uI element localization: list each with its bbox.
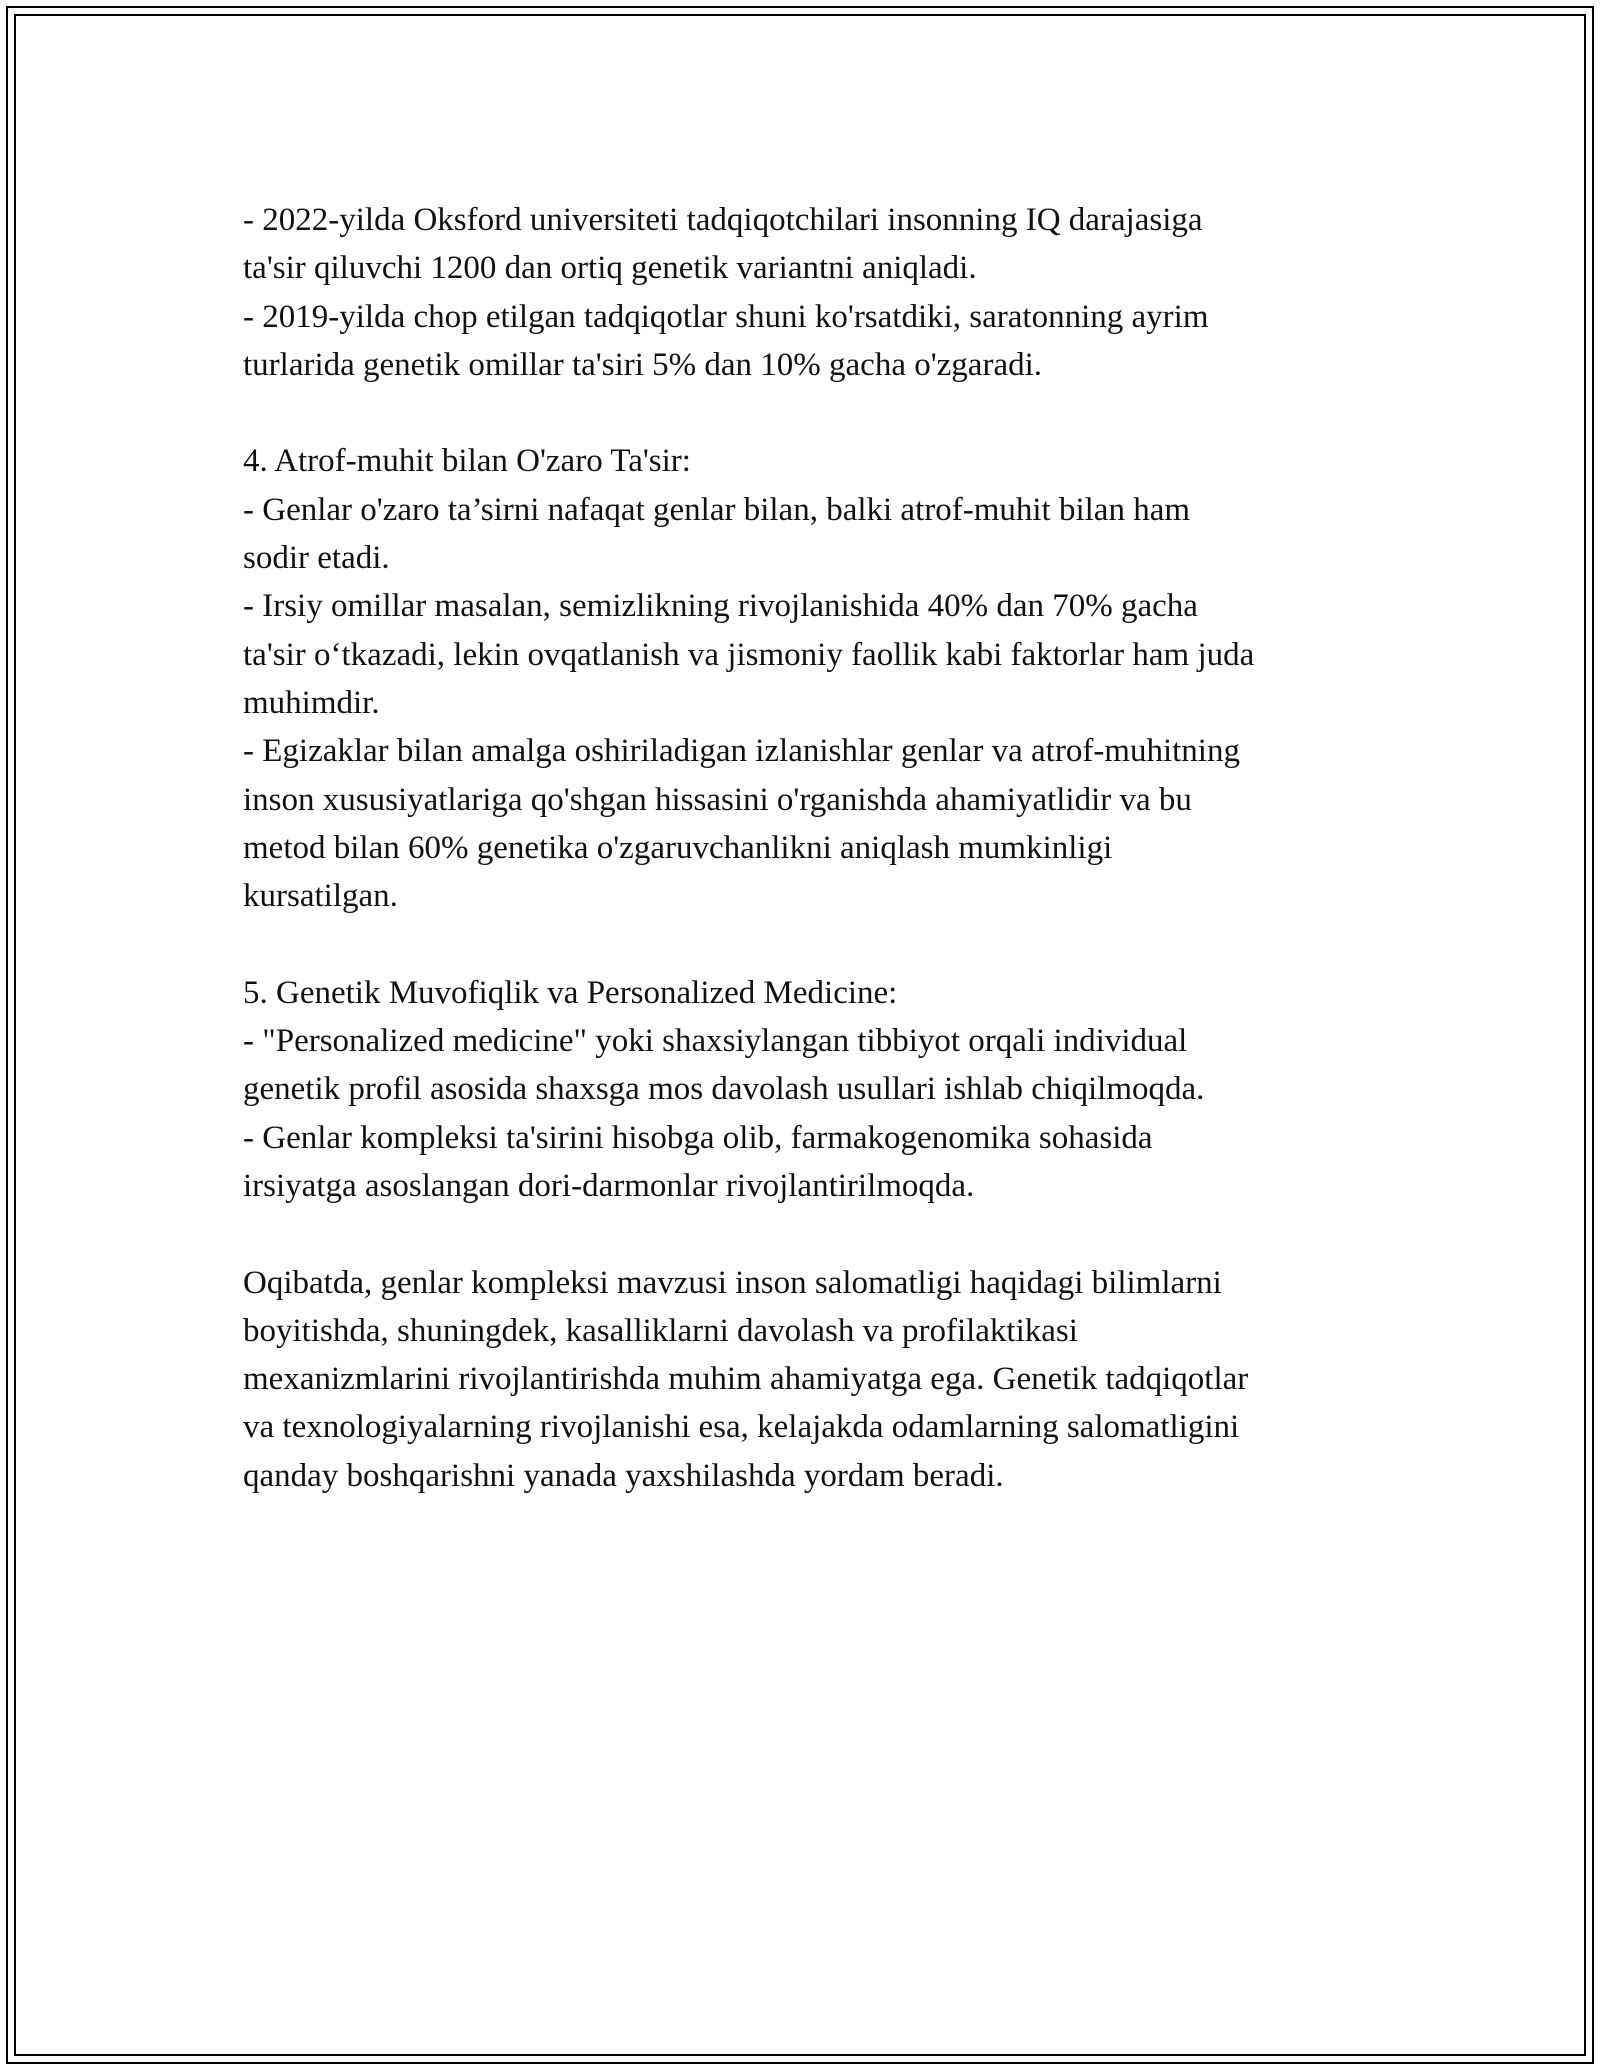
text-line: sodir etadi.	[243, 540, 390, 577]
text-line: metod bilan 60% genetika o'zgaruvchanlikni aniqlash mumkinligi	[243, 829, 1113, 866]
paragraph-conclusion	[243, 1259, 1373, 1500]
paragraph-research-findings	[243, 196, 1373, 389]
section-heading: 4. Atrof-muhit bilan O'zaro Ta'sir:	[243, 443, 691, 480]
text-line: - Egizaklar bilan amalga oshiriladigan izlanishlar genlar va atrof-muhitning	[243, 733, 1240, 770]
text-line: - Genlar o'zaro ta’sirni nafaqat genlar bilan, balki atrof-muhit bilan ham	[243, 491, 1191, 528]
text-line: irsiyatga asoslangan dori-darmonlar rivojlantirilmoqda.	[243, 1167, 975, 1204]
text-line: mexanizmlarini rivojlantirishda muhim ahamiyatga ega. Genetik tadqiqotlar	[243, 1361, 1249, 1398]
text-line: qanday boshqarishni yanada yaxshilashda yordam beradi.	[243, 1457, 1004, 1494]
text-line: inson xususiyatlariga qo'shgan hissasini o'rganishda ahamiyatlidir va bu	[243, 781, 1192, 818]
text-line: - 2022-yilda Oksford universiteti tadqiqotchilari insonning IQ darajasiga	[243, 202, 1203, 238]
text-line: Oqibatda, genlar kompleksi mavzusi inson salomatligi haqidagi bilimlarni	[243, 1264, 1222, 1301]
text-line: - 2019-yilda chop etilgan tadqiqotlar shuni ko'rsatdiki, saratonning ayrim	[243, 298, 1209, 335]
paragraph-spacer	[243, 389, 1373, 437]
text-line: ta'sir qiluvchi 1200 dan ortiq genetik variantni aniqladi.	[243, 250, 977, 287]
section-environment-interaction	[243, 437, 1373, 920]
text-line: va texnologiyalarning rivojlanishi esa, kelajakda odamlarning salomatligini	[243, 1409, 1240, 1446]
text-line: turlarida genetik omillar ta'siri 5% dan 10% gacha o'zgaradi.	[243, 346, 1043, 383]
text-line: boyitishda, shuningdek, kasalliklarni davolash va profilaktikasi	[243, 1312, 1078, 1349]
section-personalized-medicine	[243, 969, 1373, 1210]
section-heading: 5. Genetik Muvofiqlik va Personalized Medicine:	[243, 974, 898, 1011]
text-line: kursatilgan.	[243, 878, 398, 915]
page-frame	[6, 6, 1594, 2064]
text-line: - Genlar kompleksi ta'sirini hisobga olib, farmakogenomika sohasida	[243, 1119, 1153, 1156]
text-line: muhimdir.	[243, 684, 380, 721]
text-line: ta'sir o‘tkazadi, lekin ovqatlanish va jismoniy faollik kabi faktorlar ham juda	[243, 636, 1255, 673]
text-line: genetik profil asosida shaxsga mos davolash usullari ishlab chiqilmoqda.	[243, 1071, 1205, 1108]
document-body	[243, 196, 1373, 1500]
paragraph-spacer	[243, 1210, 1373, 1258]
text-line: - Irsiy omillar masalan, semizlikning rivojlanishida 40% dan 70% gacha	[243, 588, 1198, 625]
text-line: - "Personalized medicine" yoki shaxsiylangan tibbiyot orqali individual	[243, 1023, 1188, 1060]
paragraph-spacer	[243, 920, 1373, 968]
